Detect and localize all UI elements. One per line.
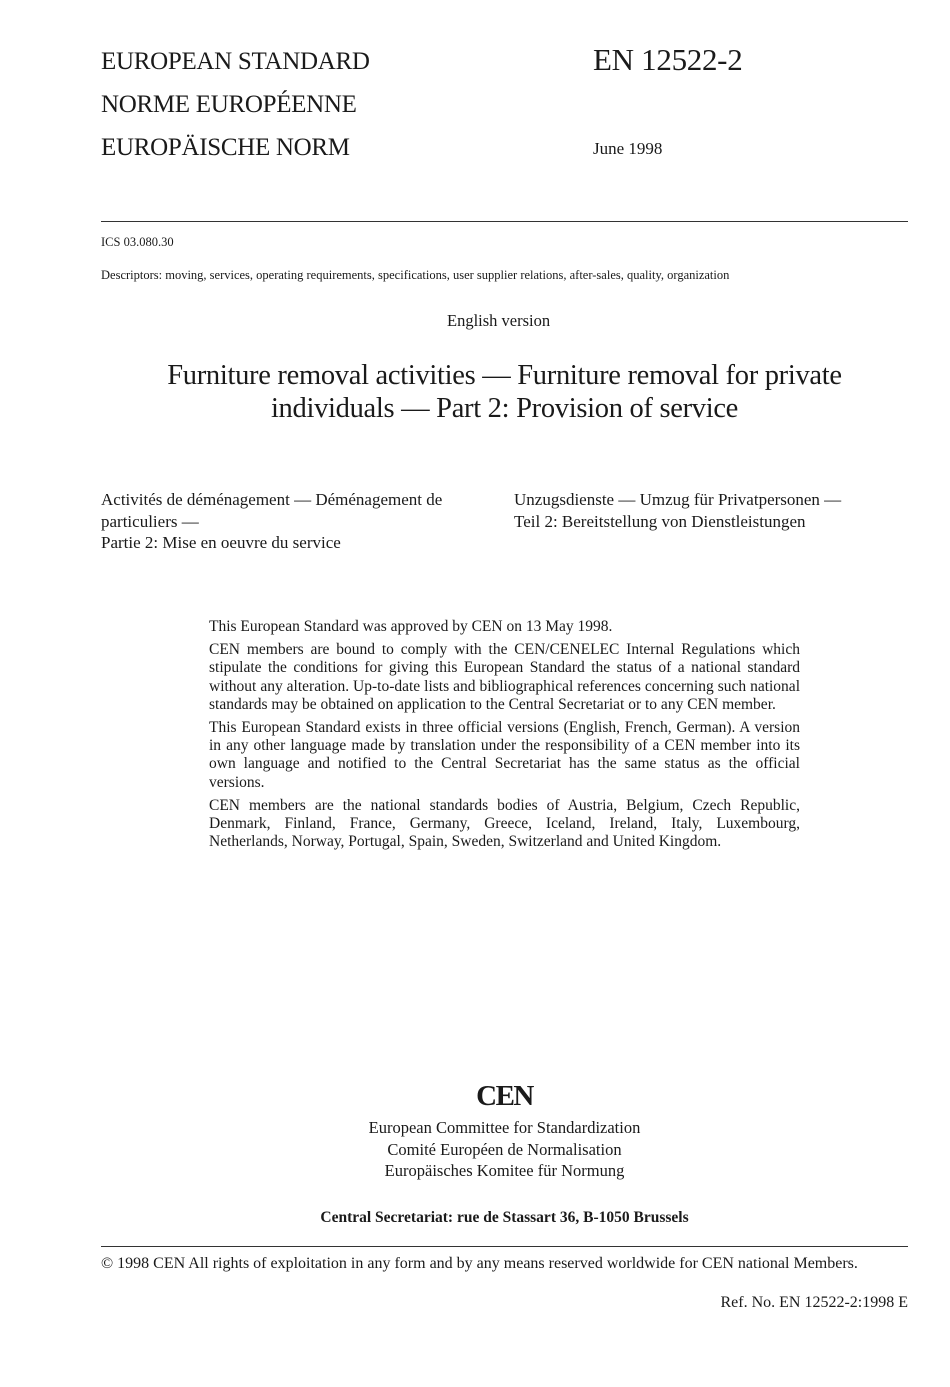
approval-text (209, 618, 800, 856)
german-title-line: Unzugsdienste — Umzug für Privatpersonen — (514, 490, 842, 509)
publication-date: June 1998 (593, 139, 663, 158)
standard-number: EN 12522-2 (593, 42, 743, 77)
document-title (101, 359, 908, 425)
german-title-line: Teil 2: Bereitstellung von Dienstleistungen (514, 511, 806, 531)
organization-names (101, 1117, 908, 1182)
approval-paragraph: This European Standard was approved by CEN on 13 May 1998. (209, 618, 613, 635)
standard-type-german: EUROPÄISCHE NORM (101, 134, 350, 161)
version-label: English version (447, 311, 551, 330)
document-title-line-2: individuals — Part 2: Provision of service (270, 393, 739, 424)
descriptors: Descriptors: moving, services, operating requirements, specifications, user supplier relations, after-sales, quality, organization (101, 268, 730, 282)
members-paragraph: CEN members are the national standards bodies of Austria, Belgium, Czech Republic, Denmark, Finland, France, Germany, Greece, Iceland, Ireland, Italy, Luxembourg, Netherlands, Norway, Portugal, Spain, Sweden, Switzerland and United Kingdom. (209, 796, 800, 851)
official-versions-paragraph: This European Standard exists in three official versions (English, French, German). A version in any other language made by translation under the responsibility of a CEN member into its own language and notified to the Central Secretariat has the same status as the official versions. (209, 719, 800, 791)
footer-divider (101, 1246, 908, 1247)
french-title-line: Activités de déménagement — Déménagement de (101, 490, 443, 509)
organization-name-english: European Committee for Standardization (368, 1118, 641, 1137)
document-title-line-1: Furniture removal activities — Furniture removal for private (167, 360, 842, 391)
organization-name-french: Comité Européen de Normalisation (387, 1139, 622, 1159)
ics-code: ICS 03.080.30 (101, 235, 174, 249)
standard-type-english: EUROPEAN STANDARD (101, 48, 370, 75)
german-title (514, 489, 908, 532)
standard-type-french: NORME EUROPÉENNE (101, 91, 357, 118)
french-title (101, 489, 501, 554)
compliance-paragraph: CEN members are bound to comply with the CEN/CENELEC Internal Regulations which stipulate the conditions for giving this European Standard the status of a national standard without any alteration. Up-to-date lists and bibliographical references concerning such national standards may be obtained on application to the Central Secretariat or to any CEN member. (209, 641, 800, 713)
cen-logo: CEN (476, 1080, 533, 1112)
organization-name-german: Europäisches Komitee für Normung (384, 1161, 625, 1180)
header-divider (101, 221, 908, 222)
reference-number: Ref. No. EN 12522-2:1998 E (720, 1294, 908, 1311)
copyright-notice: © 1998 CEN All rights of exploitation in any form and by any means reserved worldwide for CEN national Members. (101, 1255, 858, 1272)
central-secretariat-address: Central Secretariat: rue de Stassart 36, B-1050 Brussels (320, 1209, 689, 1226)
french-title-line: Partie 2: Mise en oeuvre du service (101, 533, 341, 552)
french-title-line: particuliers — (101, 511, 199, 531)
